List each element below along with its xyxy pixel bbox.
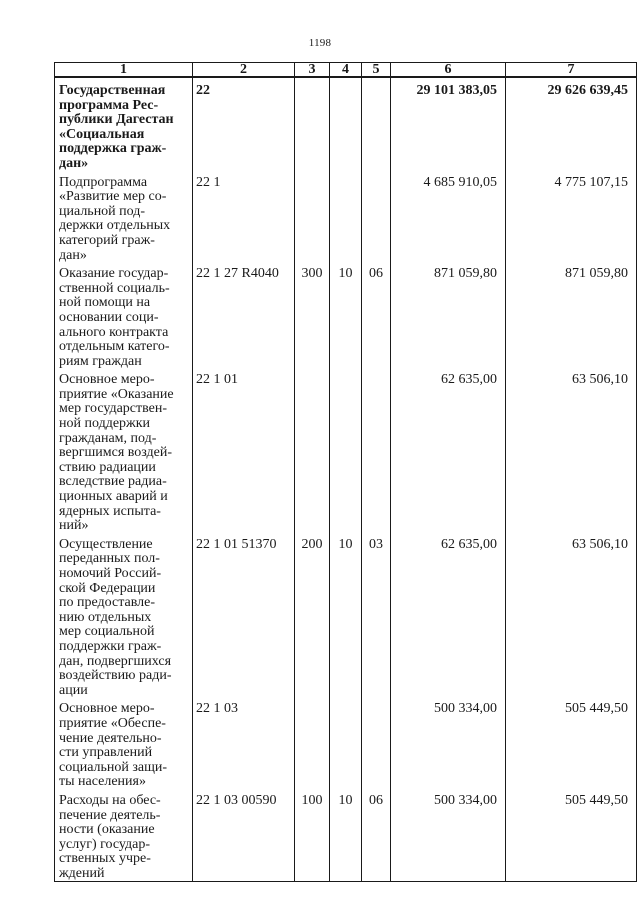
- row-name-line: вследствие радиа-: [59, 474, 167, 490]
- row-name-cell: [55, 698, 193, 790]
- table-body: [55, 77, 637, 882]
- row-col5-cell: 06: [362, 790, 391, 882]
- row-name-line: отдельным катего-: [59, 339, 170, 355]
- table-row: [55, 77, 637, 172]
- row-name-line: держки отдельных: [59, 218, 171, 234]
- row-name-line: Основное меро-: [59, 701, 155, 717]
- row-amount-2024-cell: 500 334,00: [391, 790, 506, 882]
- row-amount-2025-cell: 505 449,50: [506, 790, 637, 882]
- row-amount-2025-cell: 63 506,10: [506, 369, 637, 534]
- row-name-line: услуг) государ-: [59, 836, 150, 852]
- row-name-line: ственной социаль-: [59, 280, 170, 296]
- row-col5-cell: [362, 369, 391, 534]
- row-name-line: социальной защи-: [59, 759, 168, 775]
- row-col5-cell: [362, 698, 391, 790]
- row-name-line: дан»: [59, 247, 87, 263]
- row-code-cell: 22: [193, 77, 295, 172]
- row-name-line: поддержка граж-: [59, 141, 167, 157]
- column-header-3: 3: [295, 63, 330, 78]
- row-name-line: нию отдельных: [59, 609, 152, 625]
- row-name-line: публики Дагестан: [59, 112, 174, 128]
- row-col4-cell: [330, 77, 362, 172]
- header-row: [55, 63, 637, 78]
- row-name-cell: [55, 172, 193, 264]
- page-number: 1198: [308, 37, 332, 49]
- column-header-5: 5: [362, 63, 391, 78]
- row-name-cell: [55, 790, 193, 882]
- table-row: [55, 369, 637, 534]
- row-name-line: Основное меро-: [59, 372, 155, 388]
- row-col4-cell: 10: [330, 534, 362, 699]
- row-name-line: циальной под-: [59, 203, 146, 219]
- row-name-line: Государственная: [59, 83, 166, 98]
- row-name-line: ации: [59, 682, 88, 698]
- row-name-line: воздействию ради-: [59, 668, 172, 684]
- row-name-line: Осуществление: [59, 536, 153, 552]
- row-name-line: гражданам, под-: [59, 430, 157, 446]
- budget-table-container: [54, 62, 636, 882]
- row-name-line: печение деятель-: [59, 807, 161, 823]
- row-name-cell: [55, 263, 193, 369]
- row-name-line: ального контракта: [59, 324, 169, 340]
- row-name-line: риям граждан: [59, 353, 142, 369]
- row-name-line: ядерных испыта-: [59, 503, 161, 519]
- row-name-line: номочий Россий-: [59, 566, 162, 581]
- column-header-7: 7: [506, 63, 637, 78]
- row-name-line: приятие «Оказание: [59, 386, 174, 402]
- budget-table: [54, 62, 637, 882]
- row-name-line: по предоставле-: [59, 595, 155, 611]
- row-name-line: ственных учре-: [59, 851, 151, 867]
- row-name-line: поддержки граж-: [59, 638, 162, 654]
- row-name-line: дан»: [59, 155, 89, 171]
- row-name-line: Подпрограмма: [59, 174, 148, 190]
- row-col3-cell: 300: [295, 263, 330, 369]
- row-name-line: Расходы на обес-: [59, 792, 161, 808]
- row-code-cell: 22 1 01: [193, 369, 295, 534]
- row-amount-2025-cell: 29 626 639,45: [506, 77, 637, 172]
- row-amount-2025-cell: 505 449,50: [506, 698, 637, 790]
- row-name-line: ждений: [59, 865, 105, 881]
- row-name-line: Оказание государ-: [59, 266, 169, 282]
- row-code-cell: 22 1 03: [193, 698, 295, 790]
- row-col5-cell: 06: [362, 263, 391, 369]
- row-col3-cell: [295, 77, 330, 172]
- column-header-1: 1: [55, 63, 193, 78]
- row-amount-2024-cell: 62 635,00: [391, 534, 506, 699]
- row-name-line: ной помощи на: [59, 295, 151, 311]
- table-row: [55, 172, 637, 264]
- row-col4-cell: [330, 698, 362, 790]
- row-amount-2024-cell: 62 635,00: [391, 369, 506, 534]
- row-name-line: основании соци-: [59, 309, 159, 325]
- row-name-line: ты населения»: [59, 774, 146, 790]
- row-col4-cell: [330, 172, 362, 264]
- row-col3-cell: 200: [295, 534, 330, 699]
- row-name-line: ской Федерации: [59, 580, 156, 596]
- row-name-line: «Развитие мер со-: [59, 189, 167, 205]
- column-header-2: 2: [193, 63, 295, 78]
- row-code-cell: 22 1 27 R4040: [193, 263, 295, 369]
- row-col4-cell: [330, 369, 362, 534]
- row-col5-cell: 03: [362, 534, 391, 699]
- row-code-cell: 22 1 01 51370: [193, 534, 295, 699]
- row-col5-cell: [362, 172, 391, 264]
- row-col3-cell: [295, 172, 330, 264]
- row-name-line: категорий граж-: [59, 232, 155, 248]
- row-name-line: мер социальной: [59, 624, 155, 640]
- column-header-6: 6: [391, 63, 506, 78]
- row-name-line: ности (оказание: [59, 822, 155, 838]
- row-name-line: ной поддержки: [59, 416, 150, 432]
- row-amount-2024-cell: 4 685 910,05: [391, 172, 506, 264]
- row-name-cell: [55, 77, 193, 172]
- row-amount-2024-cell: 871 059,80: [391, 263, 506, 369]
- row-amount-2024-cell: 29 101 383,05: [391, 77, 506, 172]
- row-col5-cell: [362, 77, 391, 172]
- row-code-cell: 22 1: [193, 172, 295, 264]
- row-name-cell: [55, 369, 193, 534]
- row-name-line: «Социальная: [59, 126, 145, 142]
- row-amount-2024-cell: 500 334,00: [391, 698, 506, 790]
- row-name-line: ствию радиации: [59, 459, 156, 475]
- row-name-line: программа Рес-: [59, 97, 159, 113]
- table-row: [55, 790, 637, 882]
- table-row: [55, 534, 637, 699]
- row-name-line: приятие «Обеспе-: [59, 715, 166, 731]
- row-name-line: вергшимся воздей-: [59, 445, 173, 461]
- row-name-cell: [55, 534, 193, 699]
- row-amount-2025-cell: 871 059,80: [506, 263, 637, 369]
- row-name-line: сти управлений: [59, 745, 153, 761]
- row-name-line: ний»: [59, 518, 89, 534]
- row-amount-2025-cell: 4 775 107,15: [506, 172, 637, 264]
- row-col4-cell: 10: [330, 790, 362, 882]
- row-col3-cell: [295, 698, 330, 790]
- row-code-cell: 22 1 03 00590: [193, 790, 295, 882]
- row-col4-cell: 10: [330, 263, 362, 369]
- row-col3-cell: 100: [295, 790, 330, 882]
- row-amount-2025-cell: 63 506,10: [506, 534, 637, 699]
- row-name-line: чение деятельно-: [59, 730, 162, 746]
- row-name-line: ционных аварий и: [59, 489, 168, 505]
- table-row: [55, 698, 637, 790]
- row-name-line: мер государствен-: [59, 401, 168, 417]
- column-header-4: 4: [330, 63, 362, 78]
- row-col3-cell: [295, 369, 330, 534]
- table-row: [55, 263, 637, 369]
- row-name-line: дан, подвергшихся: [59, 653, 172, 669]
- row-name-line: переданных пол-: [59, 551, 160, 567]
